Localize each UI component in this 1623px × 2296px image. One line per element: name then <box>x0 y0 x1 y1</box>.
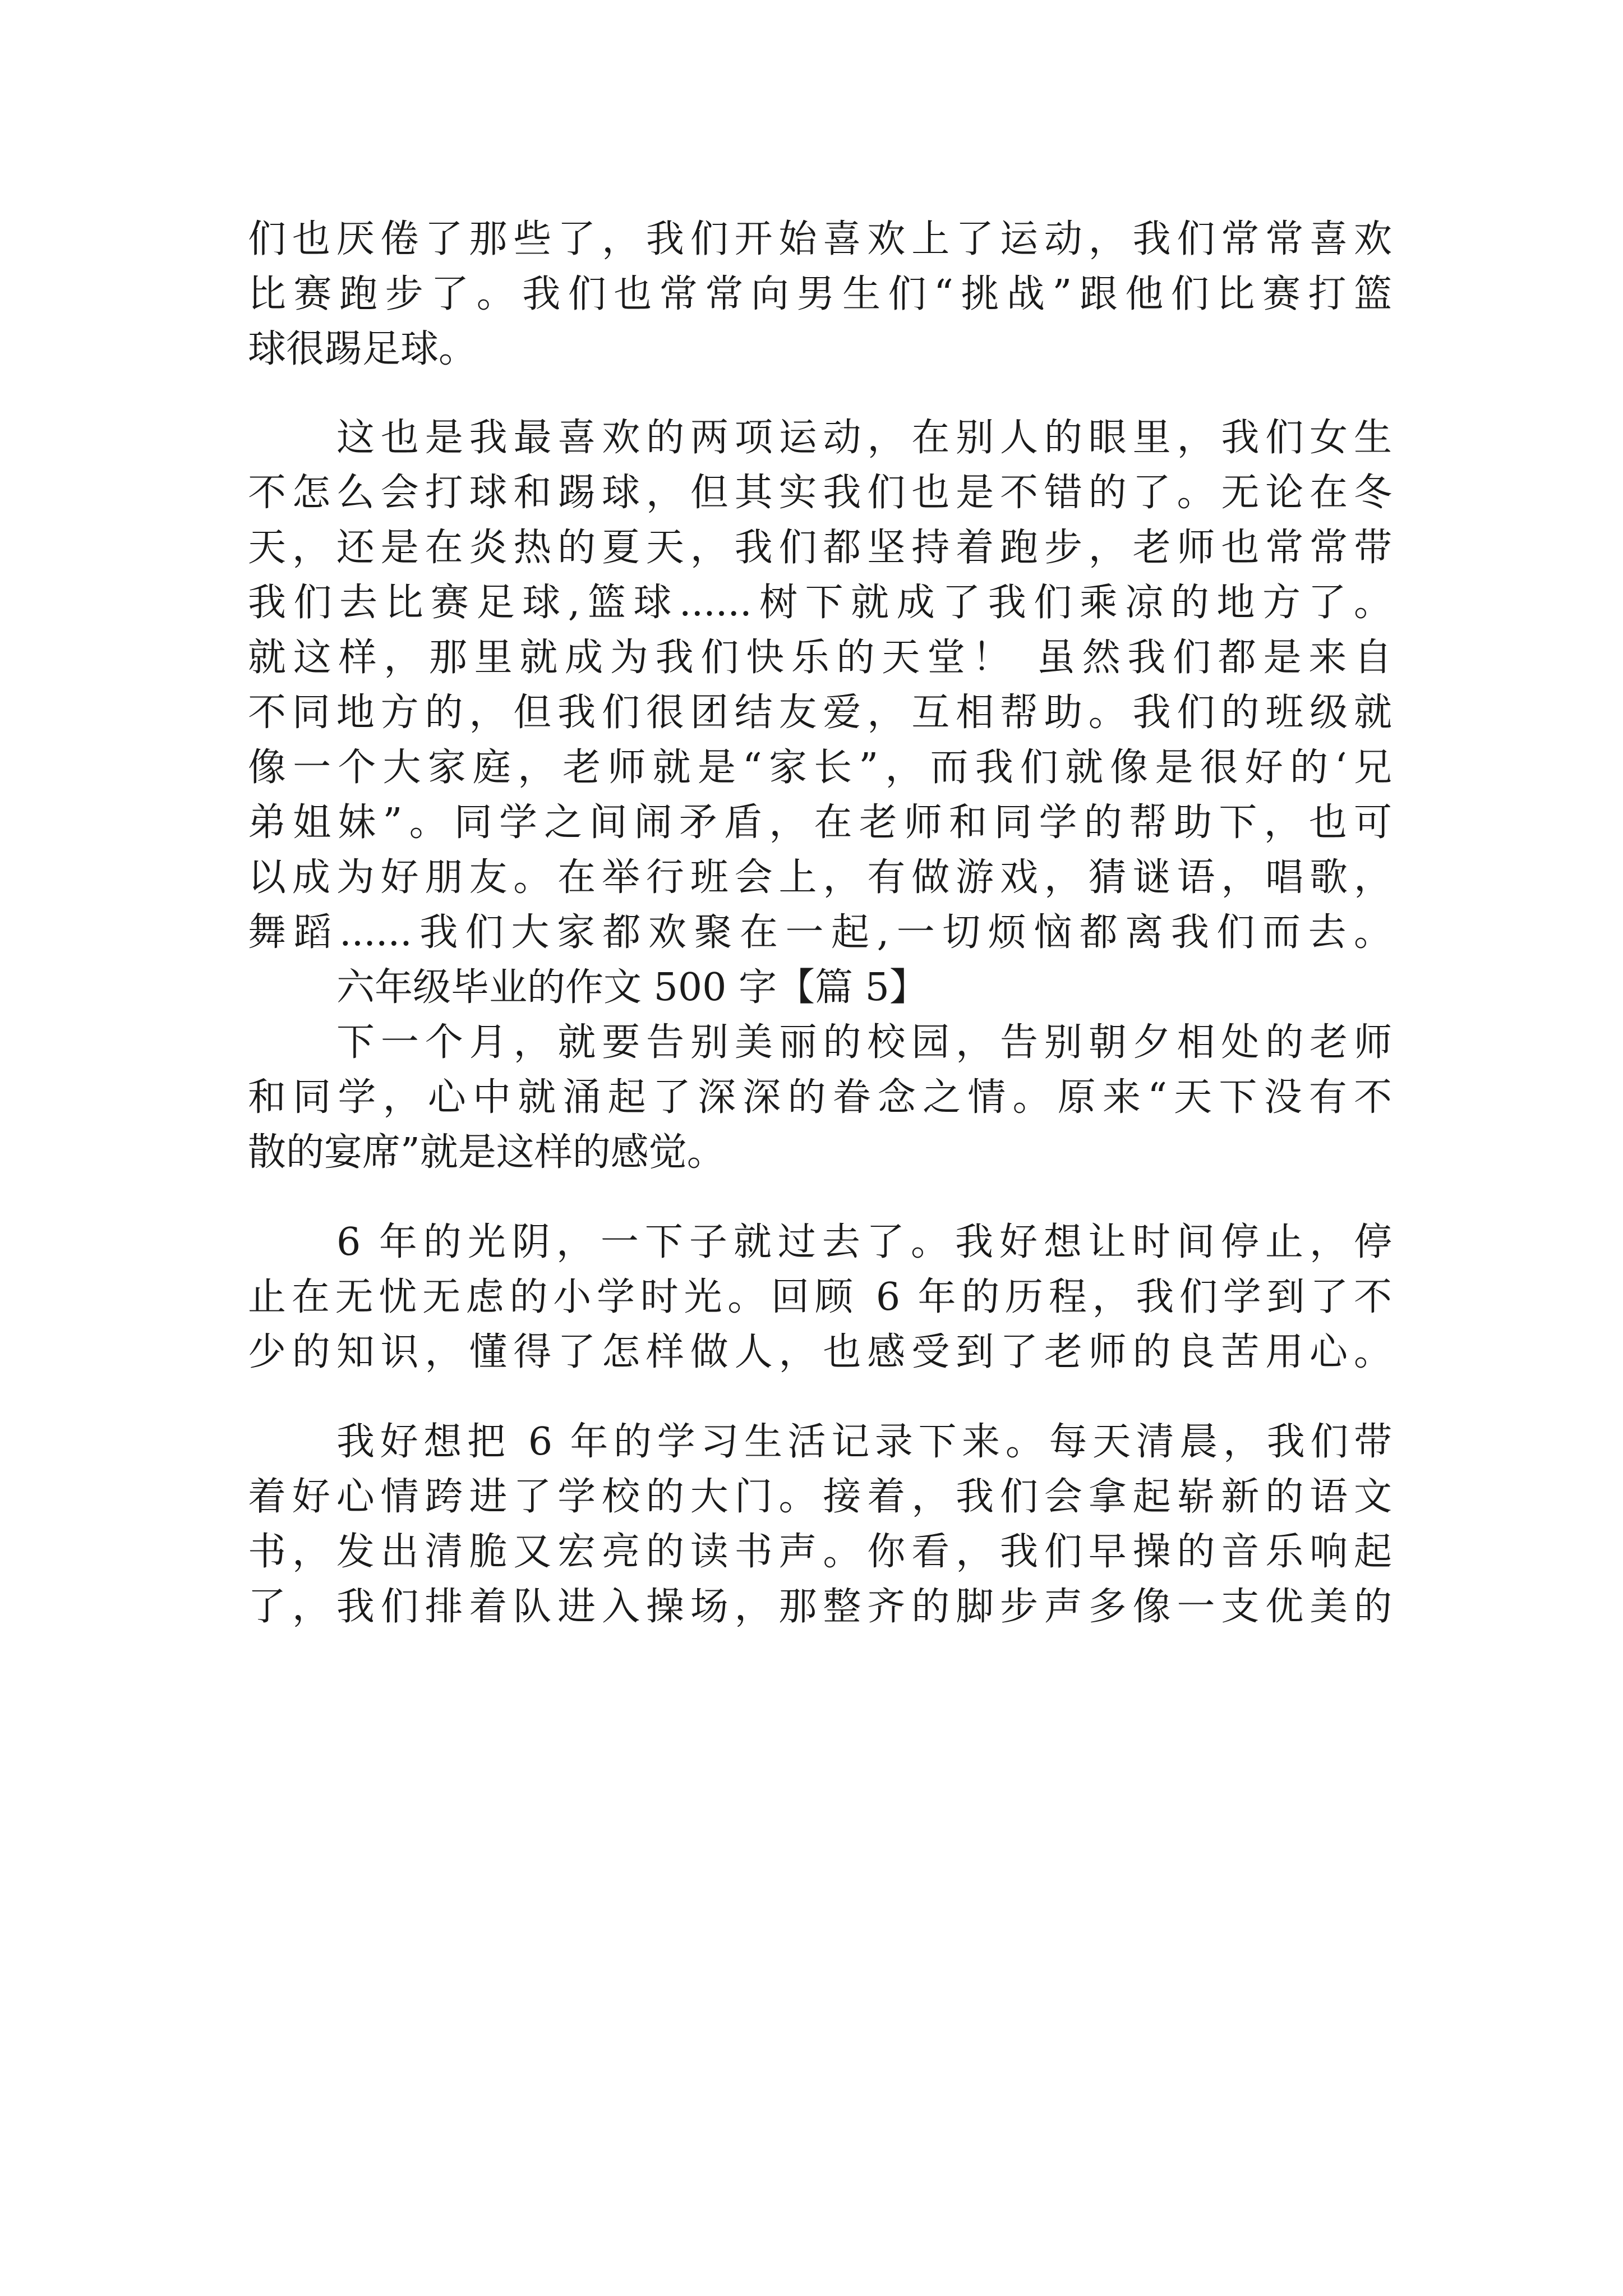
text-line: 下一个月，就要告别美丽的校园，告别朝夕相处的老师 <box>336 1020 1392 1065</box>
text-line: 不怎么会打球和踢球，但其实我们也是不错的了。无论在冬 <box>248 471 1392 515</box>
text-line: 像一个大家庭，老师就是“家长”，而我们就像是很好的‘兄 <box>248 746 1392 790</box>
text-line: 们也厌倦了那些了，我们开始喜欢上了运动，我们常常喜欢 <box>248 217 1392 261</box>
paragraph <box>248 212 1392 377</box>
text-line: 我好想把 6 年的学习生活记录下来。每天清晨，我们带 <box>336 1420 1392 1464</box>
text-line: 了，我们排着队进入操场，那整齐的脚步声多像一支优美的 <box>248 1585 1392 1629</box>
paragraph <box>248 1215 1392 1380</box>
text-line: 弟姐妹”。同学之间闹矛盾，在老师和同学的帮助下，也可 <box>248 800 1392 845</box>
text-line: 球很踢足球。 <box>248 327 477 371</box>
paragraph-gap <box>248 1380 1392 1415</box>
text-line: 这也是我最喜欢的两项运动，在别人的眼里，我们女生 <box>336 416 1392 460</box>
text-line: 散的宴席”就是这样的感觉。 <box>248 1130 725 1175</box>
paragraph <box>248 1015 1392 1180</box>
text-line: 我们去比赛足球,篮球......树下就成了我们乘凉的地方了。 <box>248 581 1392 625</box>
text-line: 少的知识，懂得了怎样做人，也感受到了老师的良苦用心。 <box>248 1330 1392 1374</box>
text-line: 止在无忧无虑的小学时光。回顾 6 年的历程，我们学到了不 <box>248 1275 1392 1319</box>
text-line: 着好心情跨进了学校的大门。接着，我们会拿起崭新的语文 <box>248 1475 1392 1519</box>
document-body <box>248 212 1392 1635</box>
paragraph-gap <box>248 377 1392 411</box>
text-line: 6 年的光阴，一下子就过去了。我好想让时间停止，停 <box>336 1220 1392 1264</box>
section-heading <box>248 960 1392 1015</box>
heading-line: 六年级毕业的作文 500 字【篇 5】 <box>336 965 928 1010</box>
paragraph <box>248 1415 1392 1635</box>
text-line: 舞蹈......我们大家都欢聚在一起,一切烦恼都离我们而去。 <box>248 910 1392 955</box>
text-line: 书，发出清脆又宏亮的读书声。你看，我们早操的音乐响起 <box>248 1530 1392 1574</box>
text-line: 天，还是在炎热的夏天，我们都坚持着跑步，老师也常常带 <box>248 526 1392 570</box>
paragraph <box>248 411 1392 960</box>
paragraph-gap <box>248 1180 1392 1215</box>
text-line: 和同学，心中就涌起了深深的眷念之情。原来“天下没有不 <box>248 1075 1392 1120</box>
text-line: 以成为好朋友。在举行班会上，有做游戏，猜谜语，唱歌， <box>248 855 1392 900</box>
text-line: 比赛跑步了。我们也常常向男生们“挑战”跟他们比赛打篮 <box>248 272 1392 316</box>
text-line: 就这样，那里就成为我们快乐的天堂！ 虽然我们都是来自 <box>248 636 1392 680</box>
text-line: 不同地方的，但我们很团结友爱，互相帮助。我们的班级就 <box>248 691 1392 735</box>
